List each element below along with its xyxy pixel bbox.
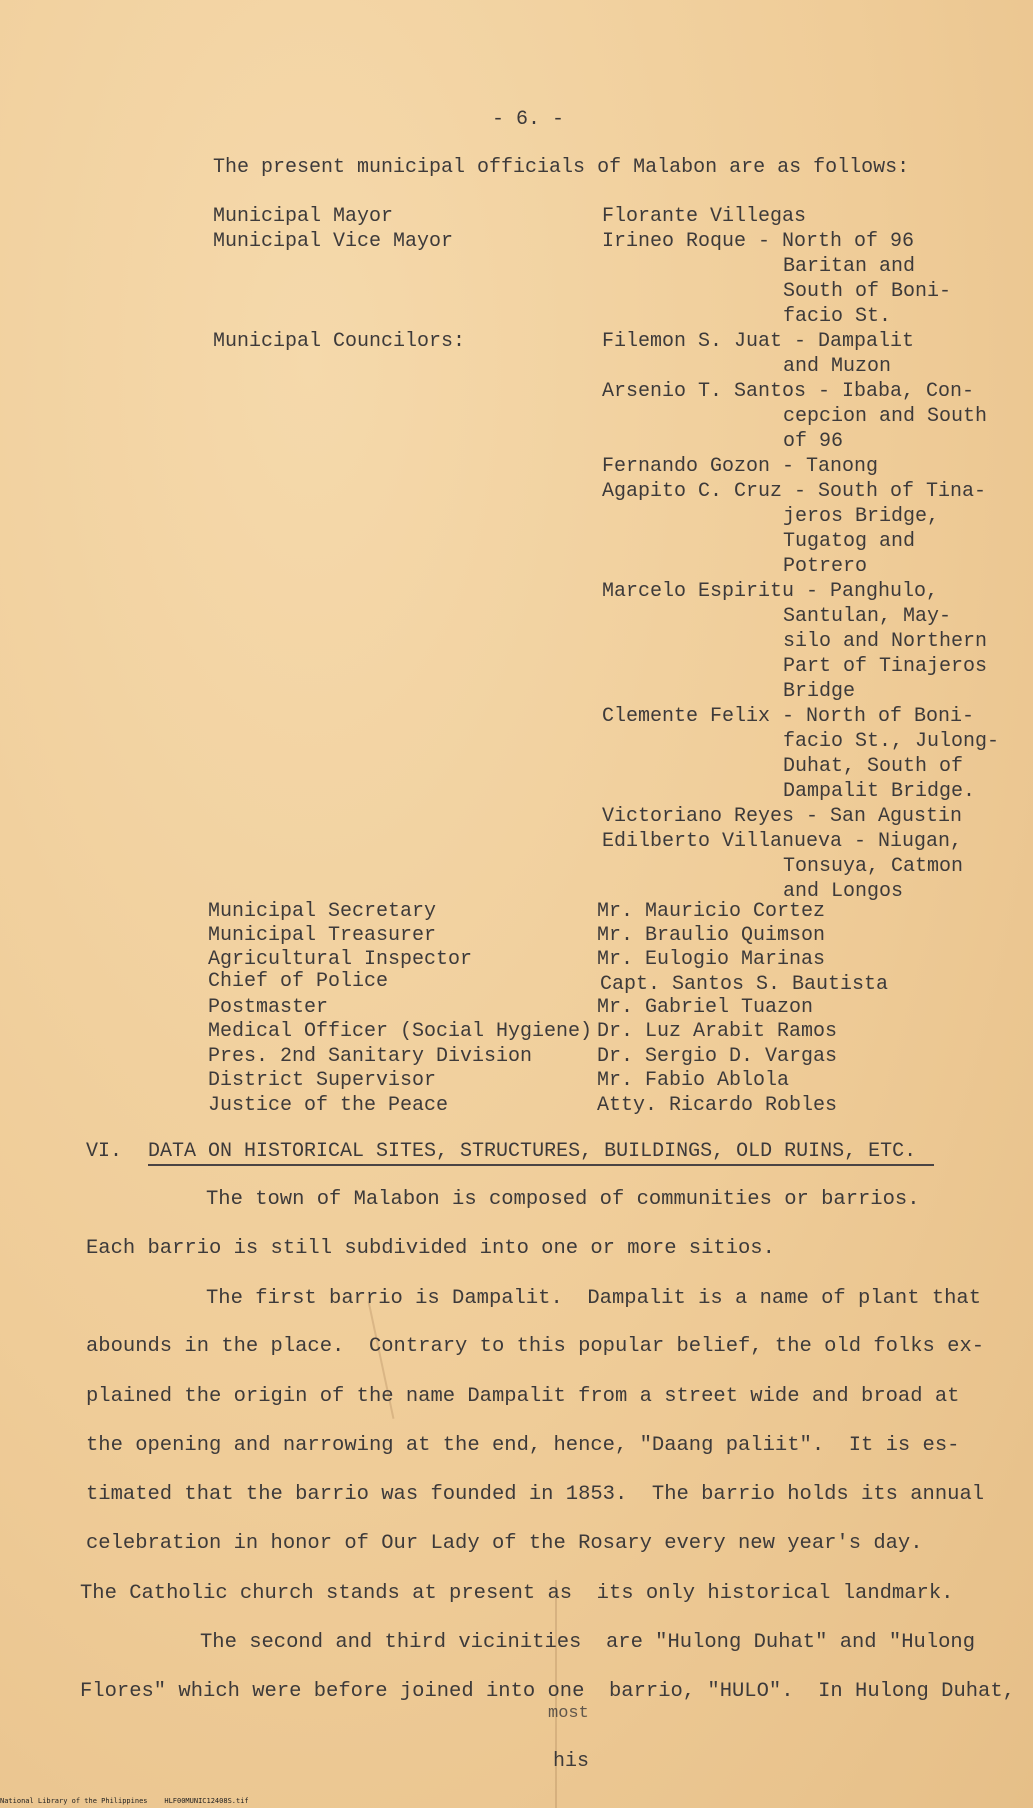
officer-name: Atty. Ricardo Robles bbox=[597, 1094, 838, 1117]
official-title: Municipal Mayor bbox=[213, 205, 394, 228]
paragraph-line: timated that the barrio was founded in 1853. The barrio holds its annual bbox=[86, 1483, 985, 1506]
official-detail: Santulan, May- bbox=[783, 605, 952, 628]
official-detail: and Longos bbox=[783, 880, 904, 903]
officer-name: Dr. Sergio D. Vargas bbox=[597, 1045, 838, 1068]
official-name: Florante Villegas bbox=[602, 205, 807, 228]
paragraph-line: plained the origin of the name Dampalit from a street wide and broad at bbox=[86, 1385, 960, 1408]
official-detail: Tonsuya, Catmon bbox=[783, 855, 964, 878]
official-detail: facio St., Julong- bbox=[783, 730, 1000, 753]
official-name: Clemente Felix - North of Boni- bbox=[602, 705, 975, 728]
paragraph-line: The first barrio is Dampalit. Dampalit is a name of plant that bbox=[206, 1287, 982, 1310]
officer-name: Mr. Braulio Quimson bbox=[597, 924, 826, 947]
official-detail: Baritan and bbox=[783, 255, 916, 278]
officer-title: District Supervisor bbox=[208, 1069, 437, 1092]
section-number: VI. bbox=[86, 1140, 123, 1163]
officer-title: Municipal Secretary bbox=[208, 900, 437, 923]
officer-name: Mr. Fabio Ablola bbox=[597, 1069, 790, 1092]
official-detail: jeros Bridge, bbox=[783, 505, 940, 528]
paragraph-line: Each barrio is still subdivided into one or more sitios. bbox=[86, 1237, 775, 1260]
official-name: Edilberto Villanueva - Niugan, bbox=[602, 830, 963, 853]
section-heading-underline bbox=[148, 1164, 934, 1166]
official-detail: Tugatog and bbox=[783, 530, 916, 553]
officer-title: Postmaster bbox=[208, 996, 329, 1019]
paragraph-line: celebration in honor of Our Lady of the Rosary every new year's day. bbox=[86, 1532, 923, 1555]
officer-title: Justice of the Peace bbox=[208, 1094, 449, 1117]
officer-title: Medical Officer (Social Hygiene) bbox=[208, 1020, 593, 1043]
intro-line: The present municipal officials of Malabon are as follows: bbox=[213, 156, 910, 179]
officer-name: Mr. Eulogio Marinas bbox=[597, 948, 826, 971]
official-detail: cepcion and South bbox=[783, 405, 988, 428]
page-number: - 6. - bbox=[492, 108, 565, 131]
paragraph-line: The town of Malabon is composed of communities or barrios. bbox=[206, 1188, 920, 1211]
official-name: Fernando Gozon - Tanong bbox=[602, 455, 879, 478]
official-detail: South of Boni- bbox=[783, 280, 952, 303]
official-detail: of 96 bbox=[783, 430, 844, 453]
official-name: Agapito C. Cruz - South of Tina- bbox=[602, 480, 987, 503]
official-title: Municipal Councilors: bbox=[213, 330, 466, 353]
official-name: Marcelo Espiritu - Panghulo, bbox=[602, 580, 939, 603]
officer-title: Chief of Police bbox=[208, 970, 389, 993]
officer-name: Mr. Gabriel Tuazon bbox=[597, 996, 814, 1019]
paragraph-line: the opening and narrowing at the end, hence, "Daang paliit". It is es- bbox=[86, 1434, 960, 1457]
officer-title: Municipal Treasurer bbox=[208, 924, 437, 947]
official-detail: silo and Northern bbox=[783, 630, 988, 653]
official-detail: Bridge bbox=[783, 680, 856, 703]
official-name: Filemon S. Juat - Dampalit bbox=[602, 330, 915, 353]
official-detail: Duhat, South of bbox=[783, 755, 964, 778]
officer-title: Agricultural Inspector bbox=[208, 948, 473, 971]
official-title: Municipal Vice Mayor bbox=[213, 230, 454, 253]
official-detail: Potrero bbox=[783, 555, 868, 578]
paragraph-line: Flores" which were before joined into one barrio, "HULO". In Hulong Duhat, bbox=[80, 1680, 1015, 1703]
official-name: Arsenio T. Santos - Ibaba, Con- bbox=[602, 380, 975, 403]
paragraph-line: The Catholic church stands at present as its only historical landmark. bbox=[80, 1582, 954, 1605]
paragraph-line: abounds in the place. Contrary to this popular belief, the old folks ex- bbox=[86, 1335, 985, 1358]
official-detail: Part of Tinajeros bbox=[783, 655, 988, 678]
paragraph-line: The second and third vicinities are "Hulong Duhat" and "Hulong bbox=[200, 1631, 976, 1654]
section-heading: DATA ON HISTORICAL SITES, STRUCTURES, BUILDINGS, OLD RUINS, ETC. bbox=[148, 1140, 917, 1163]
official-detail: and Muzon bbox=[783, 355, 892, 378]
officer-name: Mr. Mauricio Cortez bbox=[597, 900, 826, 923]
officer-title: Pres. 2nd Sanitary Division bbox=[208, 1045, 533, 1068]
scan-footer: National Library of the Philippines HLF00MUNIC12408S.tif bbox=[0, 1797, 249, 1805]
official-name: Victoriano Reyes - San Agustin bbox=[602, 805, 963, 828]
officer-name: Dr. Luz Arabit Ramos bbox=[597, 1020, 838, 1043]
official-name: Irineo Roque - North of 96 bbox=[602, 230, 915, 253]
official-detail: facio St. bbox=[783, 305, 892, 328]
official-detail: Dampalit Bridge. bbox=[783, 780, 976, 803]
overlay-fragment: his bbox=[553, 1750, 590, 1773]
officer-name: Capt. Santos S. Bautista bbox=[600, 973, 889, 996]
overlay-fragment: most bbox=[548, 1704, 589, 1723]
